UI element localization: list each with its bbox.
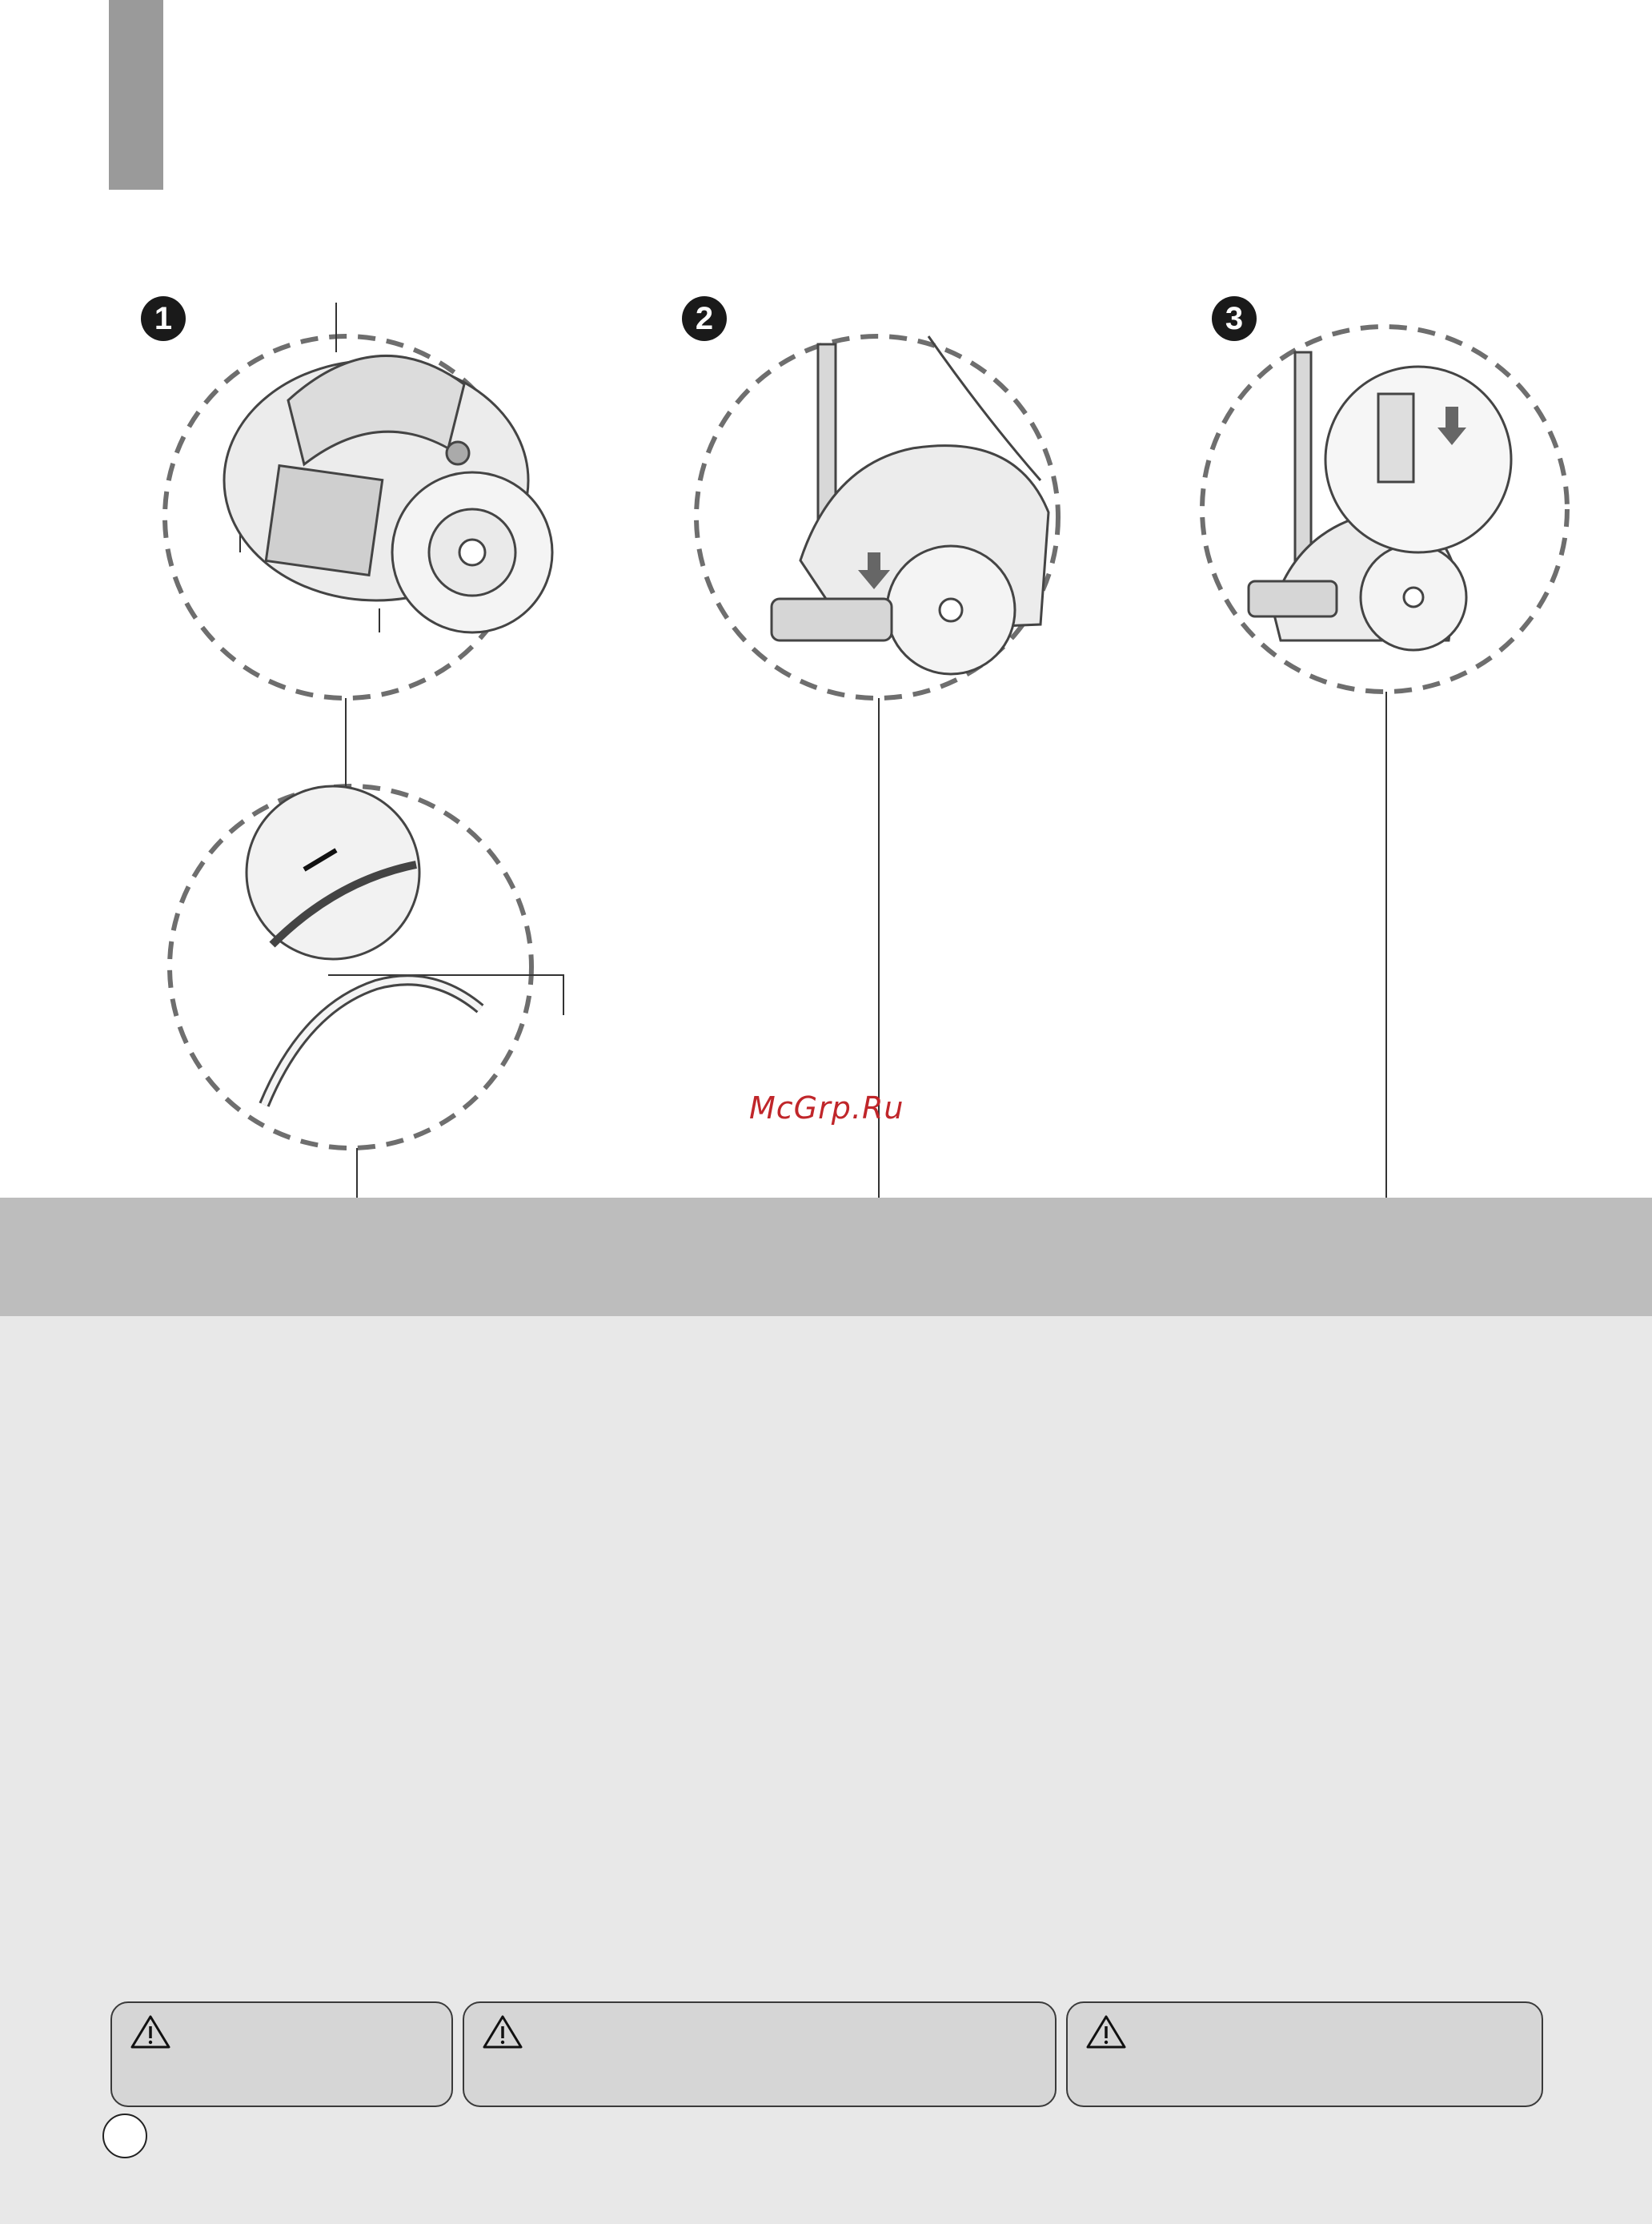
hose-handle-drawing — [247, 786, 480, 1105]
step-number-badge — [682, 296, 727, 341]
warning-triangle-icon — [130, 2014, 171, 2049]
storage-drawing — [1249, 352, 1511, 650]
step-number: 1 — [154, 300, 173, 336]
watermark: McGrp.Ru — [749, 1090, 904, 1126]
caption-band — [0, 1198, 1652, 1316]
warning-triangle-icon — [1085, 2014, 1127, 2049]
step-number-badge — [141, 296, 186, 341]
warning-triangle-icon — [482, 2014, 523, 2049]
warning-box — [463, 2001, 1057, 2107]
parking-drawing — [772, 336, 1049, 674]
warning-box — [1066, 2001, 1543, 2107]
warning-box — [110, 2001, 453, 2107]
vacuum-body-drawing — [224, 355, 552, 632]
step-number: 3 — [1225, 300, 1244, 336]
page-number-circle — [102, 2114, 147, 2158]
step-number-badge — [1212, 296, 1257, 341]
step-number: 2 — [695, 300, 714, 336]
